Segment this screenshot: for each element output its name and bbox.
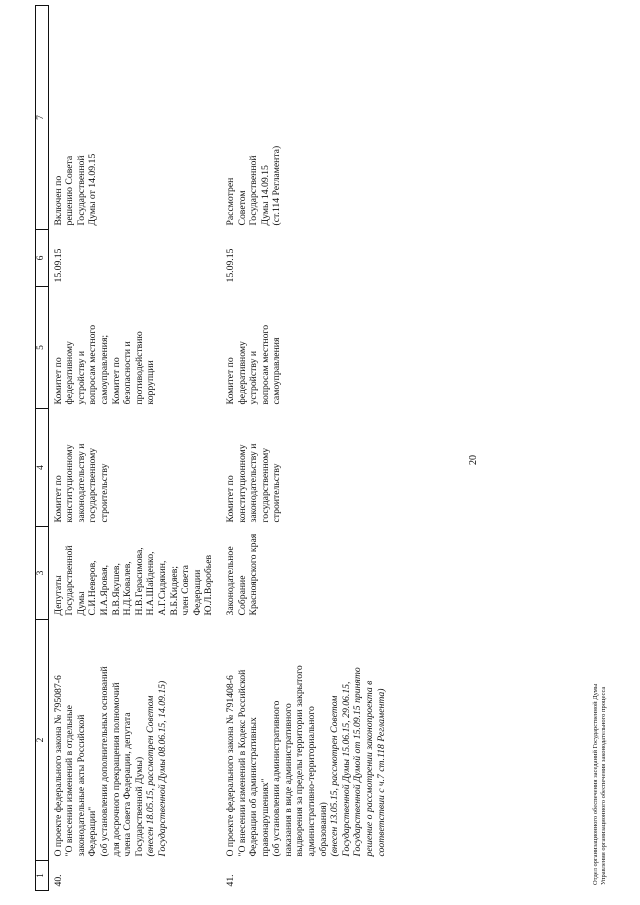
co-committees-cell [221, 287, 388, 409]
co-committee-line: вопросам местного [87, 324, 99, 405]
col-header-4: 4 [36, 409, 49, 527]
initiator: член Совета [180, 565, 192, 616]
initiator: Н.Д.Ковалев, [122, 561, 134, 616]
decision-line: Думы 14.09.15 [259, 165, 271, 226]
row-number: 41. [224, 874, 236, 887]
col-header-2: 2 [36, 620, 49, 861]
initiator: Ю.Л.Воробьев [203, 554, 215, 616]
decision-line: Рассмотрен [224, 177, 236, 226]
decision-line: Государственной [248, 155, 260, 226]
co-committee-line: устройству и [248, 350, 260, 405]
page-number: 20 [468, 455, 479, 465]
initiator: А.Г.Сидякин, [156, 560, 168, 616]
bill-note: (внесен 13.05.15, рассмотрен Советом [329, 695, 341, 857]
committee-line: Комитет по [52, 475, 64, 523]
col-header-5: 5 [36, 287, 49, 409]
initiator: Депутаты [52, 575, 64, 616]
initiator: Государственной [64, 545, 76, 616]
co-committee-line: Комитет по [52, 357, 64, 405]
bill-line: образования) [317, 802, 329, 857]
bill-title: О проекте федерального закона № 791408-6 [224, 675, 236, 857]
co-committee-line: вопросам местного [259, 324, 271, 405]
bill-description [221, 620, 388, 861]
bill-line: "О внесении изменений в отдельные [64, 705, 76, 857]
col-header-6: 6 [36, 230, 49, 287]
co-committees-cell [48, 287, 221, 409]
initiator: Н.А.Шайденко, [145, 551, 157, 616]
decision-line: Государственной [75, 155, 87, 226]
committee-line: Комитет по [224, 475, 236, 523]
bill-note: соответствии с ч.7 ст.118 Регламента) [375, 688, 387, 857]
initiators-cell [221, 527, 388, 620]
bill-line: Государственной Думы) [133, 756, 145, 857]
col-header-3: 3 [36, 527, 49, 620]
bill-line: (об установлении административного [271, 700, 283, 857]
decision-line: (ст.114 Регламента) [271, 145, 283, 226]
col-header-7: 7 [36, 6, 49, 230]
committee-line: государственному [87, 447, 99, 523]
bill-note: Государственной Думой от 15.09.15 принято [352, 667, 364, 857]
committee-line: государственному [259, 447, 271, 523]
initiator: Думы [75, 591, 87, 616]
initiator: В.В.Якушев, [110, 563, 122, 616]
co-committee-line: федеративному [64, 341, 76, 405]
committee-line: строительству [271, 463, 283, 523]
co-committee-line: безопасности и [122, 341, 134, 405]
committee-line: законодательству и [75, 443, 87, 523]
committee-line: конституционному [64, 444, 76, 523]
initiator: И.А.Яровая, [98, 564, 110, 616]
co-committee-line: Комитет по [110, 357, 122, 405]
initiator: Собрание [236, 575, 248, 616]
committee-line: строительству [98, 463, 110, 523]
bill-line: Федерации" [87, 806, 99, 857]
initiator: Красноярского края [248, 533, 260, 616]
committee-cell [221, 409, 388, 527]
bill-note: Государственной Думы 15.06.15, 29.06.15, [340, 681, 352, 857]
footer-line: Отдел организационного обеспечения заседаний Государственной Думы [592, 683, 599, 885]
decision-line: Включен по [52, 175, 64, 226]
col-header-1: 1 [36, 861, 49, 891]
bill-title: О проекте федерального закона № 795087-6 [52, 675, 64, 857]
decision-line: решению Совета [64, 155, 76, 226]
date-cell: 15.09.15 [52, 248, 64, 283]
bill-line: Федерации об административных [248, 717, 260, 857]
bill-line: административно-территориального [306, 706, 318, 857]
co-committee-line: противодействию [133, 331, 145, 405]
header-row [36, 6, 49, 891]
co-committee-line: устройству и [75, 350, 87, 405]
decision-cell [221, 6, 388, 230]
initiator: В.Б.Кидяев; [168, 566, 180, 616]
initiator: Н.В.Герасимова, [133, 547, 145, 616]
bill-line: члена Совета Федерации, депутата [122, 712, 134, 857]
initiator: Федерации [191, 569, 203, 616]
co-committee-line: федеративному [236, 341, 248, 405]
decision-cell [48, 6, 221, 230]
row-number: 40. [52, 874, 64, 887]
bill-line: "О внесении изменений в Кодекс Российской [236, 669, 248, 857]
initiators-cell [48, 527, 221, 620]
committee-line: конституционному [236, 444, 248, 523]
footer [592, 684, 608, 885]
committee-line: законодательству и [248, 443, 260, 523]
initiator: Законодательное [224, 546, 236, 616]
bill-line: правонарушениях" [259, 778, 271, 857]
footer-line: Управления организационного обеспечения законодательного процесса [600, 686, 607, 885]
bills-table [35, 5, 388, 891]
bill-note: решение о рассмотрении законопроекта в [364, 680, 376, 857]
bill-line: для досрочного прекращения полномочий [110, 682, 122, 857]
decision-line: Советом [236, 190, 248, 226]
table-row [221, 6, 388, 891]
bill-line: (об установлении дополнительных оснований [98, 666, 110, 857]
date-cell: 15.09.15 [224, 248, 236, 283]
co-committee-line: самоуправления; [98, 334, 110, 405]
bill-line: законодательные акты Российской [75, 714, 87, 857]
co-committee-line: Комитет по [224, 357, 236, 405]
bill-line: выдворения за пределы территории закрытого [294, 665, 306, 857]
decision-line: Думы от 14.09.15 [87, 153, 99, 226]
committee-cell [48, 409, 221, 527]
initiator: С.И.Неверов, [87, 560, 99, 616]
bill-note: (внесен 18.05.15, рассмотрен Советом [145, 695, 157, 857]
bill-line: наказания в виде административного [282, 703, 294, 857]
table-row [48, 6, 221, 891]
bill-note: Государственной Думы 08.06.15, 14.09.15) [156, 680, 168, 857]
bill-description [48, 620, 221, 861]
co-committee-line: самоуправления [271, 337, 283, 405]
co-committee-line: коррупции [145, 360, 157, 405]
